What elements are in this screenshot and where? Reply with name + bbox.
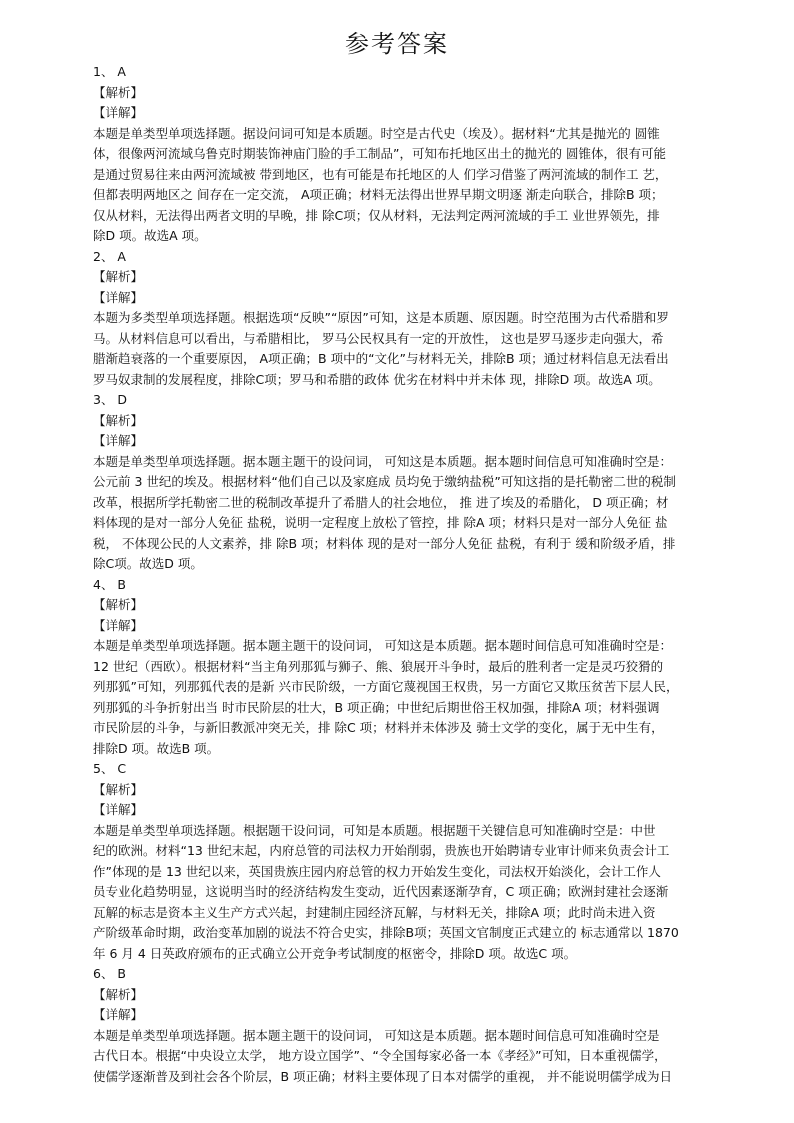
- explanation-line: 但都表明两地区之 间存在一定交流， A项正确；材料无法得出世界早期文明逐 渐走向联合，排除B 项；: [93, 187, 664, 202]
- answer-number: 6、 B: [93, 966, 127, 981]
- explanation-line: 本题是单类型单项选择题。据本题主题干的设问词， 可知这是本质题。据本题时间信息可知准确时空是：: [93, 638, 672, 653]
- detail-tag: 【详解】: [93, 433, 144, 448]
- answer-item: [93, 964, 713, 1087]
- explanation-line: 纪的欧洲。材料“13 世纪末起，内府总管的司法权力开始削弱，贵族也开始聘请专业审计师来负责会计工: [93, 843, 670, 858]
- explanation-line: 排除D 项。故选B 项。: [93, 740, 220, 756]
- answer-number: 2、 A: [93, 248, 126, 264]
- answer-item: [93, 575, 713, 760]
- answer-item: [93, 62, 713, 247]
- explanation-line: 仅从材料，无法得出两者文明的早晚，排 除C项；仅从材料，无法判定两河流域的手工 业世界领先，排: [93, 207, 660, 223]
- explanation-line: 产阶级革命时期，政治变革加剧的说法不符合史实，排除B项；英国文官制度正式建立的 标志通常以 1870: [93, 925, 679, 940]
- answer-number: 1、 A: [93, 64, 126, 79]
- explanation-line: 本题是单类型单项选择题。据设问词可知是本质题。时空是古代史（埃及）。据材料“尤其是抛光的 圆锥: [93, 125, 660, 141]
- analysis-tag: 【解析】: [93, 986, 144, 1002]
- explanation-line: 员专业化趋势明显，这说明当时的经济结构发生变动，近代因素逐渐孕育，C 项正确；欧洲封建社会逐渐: [93, 884, 669, 899]
- explanation-line: 古代日本。根据“中央设立太学， 地方设立国学”、“令全国每家必备一本《孝经》”可知，日本重视儒学，: [93, 1048, 667, 1063]
- answer-number: 5、 C: [93, 761, 127, 776]
- explanation-line: 公元前 3 世纪的埃及。根据材料“他们自己以及家庭成 员均免于缴纳盐税”可知这指的是托勒密二世的税制: [93, 474, 676, 489]
- explanation-line: 市民阶层的斗争，与新旧教派冲突无关，排 除C 项；材料并未体涉及 骑士文学的变化，属于无中生有，: [93, 720, 664, 735]
- analysis-tag: 【解析】: [93, 597, 144, 612]
- answer-item: [93, 247, 713, 391]
- explanation-line: 使儒学逐渐普及到社会各个阶层，B 项正确；材料主要体现了日本对儒学的重视， 并不能说明儒学成为日: [93, 1068, 673, 1084]
- explanation-line: 瓦解的标志是资本主义生产方式兴起，封建制庄园经济瓦解，与材料无关，排除A 项；此时尚未进入资: [93, 904, 656, 920]
- answer-item: [93, 390, 713, 575]
- explanation-line: 年 6 月 4 日英政府颁布的正式确立公开竞争考试制度的枢密令，排除D 项。故选C 项。: [93, 945, 577, 961]
- detail-tag: 【详解】: [93, 105, 144, 120]
- explanation-line: 税， 不体现公民的人文素养，排 除B 项；材料体 现的是对一部分人免征 盐税，有利于 缓和阶级矛盾，排: [93, 535, 676, 551]
- analysis-tag: 【解析】: [93, 269, 144, 284]
- explanation-line: 除C项。故选D 项。: [93, 556, 203, 571]
- page-title: 参考答案: [345, 30, 449, 58]
- explanation-line: 料体现的是对一部分人免征 盐税，说明一定程度上放松了管控，排 除A 项；材料只是对一部分人免征 盐: [93, 515, 668, 530]
- explanation-line: 本题是单类型单项选择题。根据题干设问词，可知是本质题。根据题干关键信息可知准确时空是：中世: [93, 822, 656, 838]
- detail-tag: 【详解】: [93, 617, 144, 633]
- answer-number: 4、 B: [93, 576, 127, 592]
- explanation-line: 12 世纪（西欧）。根据材料“当主角列那狐与狮子、熊、狼展开斗争时，最后的胜利者一定是灵巧狡猾的: [93, 658, 664, 674]
- explanation-line: 作”体现的是 13 世纪以来，英国贵族庄园内府总管的权力开始发生变化，司法权开始淡化，会计工作人: [93, 863, 661, 879]
- explanation-line: 列那狐”可知，列那狐代表的是新 兴市民阶级，一方面它蔑视国王权贵，另一方面它又欺压贫苦下层人民，: [93, 679, 679, 694]
- answer-number: 3、 D: [93, 392, 128, 407]
- explanation-line: 本题是单类型单项选择题。据本题主题干的设问词， 可知这是本质题。据本题时间信息可知准确时空是: [93, 1027, 660, 1043]
- analysis-tag: 【解析】: [93, 781, 144, 797]
- explanation-line: 除D 项。故选A 项。: [93, 228, 207, 243]
- explanation-line: 罗马奴隶制的发展程度，排除C项；罗马和希腊的政体 优劣在材料中并未体 现，排除D 项。故选A 项。: [93, 371, 661, 387]
- explanation-line: 列那狐的斗争折射出当 时市民阶层的壮大，B 项正确；中世纪后期世俗王权加强，排除A 项；材料强调: [93, 699, 660, 715]
- answer-item: [93, 759, 713, 964]
- analysis-tag: 【解析】: [93, 412, 144, 428]
- analysis-tag: 【解析】: [93, 84, 144, 100]
- detail-tag: 【详解】: [93, 1007, 144, 1022]
- answer-content: [93, 62, 713, 1087]
- explanation-line: 改革，根据所学托勒密二世的税制改革提升了希腊人的社会地位， 推 进了埃及的希腊化， D 项正确；材: [93, 494, 669, 510]
- explanation-line: 体，很像两河流域乌鲁克时期装饰神庙门脸的手工制品”，可知布托地区出土的抛光的 圆锥体，很有可能: [93, 146, 666, 161]
- explanation-line: 马。从材料信息可以看出，与希腊相比， 罗马公民权具有一定的开放性， 这也是罗马逐步走向强大，希: [93, 330, 664, 346]
- explanation-line: 本题为多类型单项选择题。根据选项“反映”“原因”可知，这是本质题、原因题。时空范围为古代希腊和罗: [93, 310, 669, 325]
- explanation-line: 本题是单类型单项选择题。据本题主题干的设问词， 可知这是本质题。据本题时间信息可知准确时空是：: [93, 453, 672, 469]
- explanation-line: 是通过贸易往来由两河流域被 带到地区，也有可能是布托地区的人 们学习借鉴了两河流域的制作工 艺，: [93, 166, 668, 182]
- detail-tag: 【详解】: [93, 289, 144, 305]
- explanation-line: 腊渐趋衰落的一个重要原因， A项正确；B 项中的“文化”与材料无关，排除B 项；通过材料信息无法看出: [93, 351, 669, 366]
- detail-tag: 【详解】: [93, 802, 144, 817]
